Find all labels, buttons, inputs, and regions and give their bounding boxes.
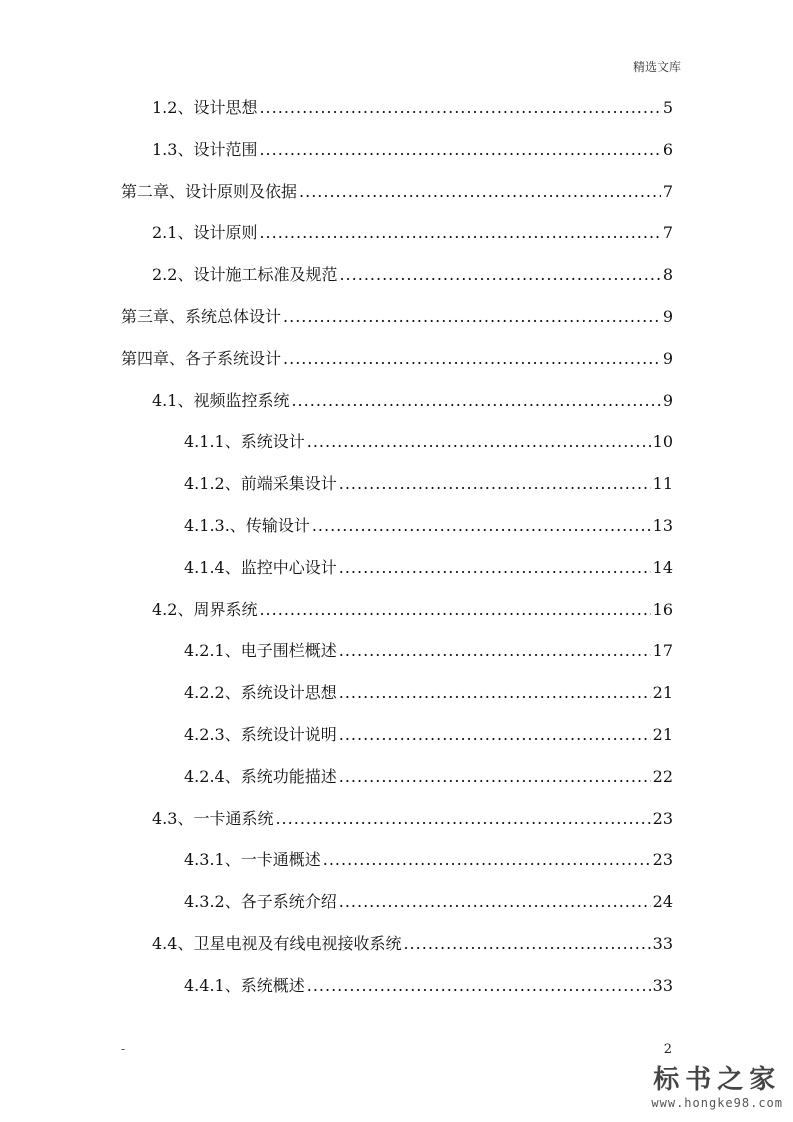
toc-entry-number: 4.3.2、: [184, 892, 241, 911]
toc-entry-number: 4.2、: [152, 600, 194, 619]
toc-entry-number: 第三章、: [121, 307, 186, 326]
toc-entry-page: 23: [652, 809, 673, 828]
toc-entry-number: 4.4.1、: [184, 976, 241, 995]
toc-entry-number: 4.1.4、: [184, 558, 241, 577]
toc-entry-title: 设计原则及依据: [185, 182, 298, 201]
toc-entry-number: 4.1.3.、: [184, 516, 246, 535]
toc-entry-title: 周界系统: [193, 600, 258, 619]
toc-entry-title: 系统设计: [240, 432, 305, 451]
toc-dot-leader: [259, 599, 650, 621]
toc-entry: [184, 640, 673, 662]
toc-entry: [121, 306, 673, 328]
toc-entry-title: 系统设计思想: [240, 683, 337, 702]
toc-entry-title: 一卡通概述: [240, 850, 321, 869]
toc-dot-leader: [283, 306, 661, 328]
page-number: 2: [663, 1042, 672, 1057]
toc-entry: [184, 515, 673, 537]
toc-entry-page: 21: [652, 683, 673, 702]
toc-entry-title: 前端采集设计: [240, 474, 337, 493]
toc-entry-number: 2.1、: [152, 223, 194, 242]
toc-entry: [184, 473, 673, 495]
toc-dot-leader: [339, 264, 660, 286]
toc-entry: [121, 348, 673, 370]
toc-entry: [184, 891, 673, 913]
toc-entry-page: 10: [652, 432, 673, 451]
toc-entry: [121, 181, 673, 203]
toc-entry-page: 17: [652, 641, 673, 660]
watermark-url: www.hongke98.com: [651, 1096, 783, 1110]
toc-entry-title: 卫星电视及有线电视接收系统: [193, 934, 402, 953]
toc-entry: [152, 139, 673, 161]
toc-dot-leader: [339, 724, 651, 746]
toc-entry: [152, 264, 673, 286]
toc-entry: [152, 390, 673, 412]
toc-entry-number: 4.3、: [152, 809, 194, 828]
toc-dot-leader: [299, 181, 661, 203]
toc-entry-page: 8: [662, 265, 673, 284]
toc-entry-page: 22: [652, 767, 673, 786]
toc-entry-number: 2.2、: [152, 265, 194, 284]
page-header: 精选文库: [632, 60, 681, 74]
toc-entry-number: 4.2.2、: [184, 683, 241, 702]
toc-entry-number: 4.3.1、: [184, 850, 241, 869]
toc-entry-number: 4.4、: [152, 934, 194, 953]
toc-entry: [152, 222, 673, 244]
toc-entry-title: 设计思想: [193, 98, 258, 117]
toc-entry-page: 5: [662, 98, 673, 117]
toc-entry-page: 6: [662, 140, 673, 159]
toc-entry-title: 一卡通系统: [193, 809, 274, 828]
toc-entry-page: 7: [662, 182, 673, 201]
toc-dot-leader: [259, 222, 660, 244]
toc-entry-number: 第二章、: [121, 182, 186, 201]
toc-entry-title: 系统设计说明: [240, 725, 337, 744]
toc-entry: [184, 557, 673, 579]
toc-entry: [184, 975, 673, 997]
toc-entry-page: 16: [652, 600, 673, 619]
toc-entry-number: 4.2.3、: [184, 725, 241, 744]
toc-entry-page: 11: [652, 474, 673, 493]
toc-entry-title: 设计范围: [193, 140, 258, 159]
toc-dot-leader: [403, 933, 650, 955]
toc-dot-leader: [307, 431, 651, 453]
toc-entry-title: 电子围栏概述: [240, 641, 337, 660]
toc-entry-number: 1.3、: [152, 140, 194, 159]
toc-dot-leader: [307, 975, 651, 997]
toc-dot-leader: [291, 390, 660, 412]
toc-dot-leader: [339, 640, 651, 662]
toc-entry: [152, 808, 673, 830]
toc-dot-leader: [259, 97, 660, 119]
toc-entry-page: 21: [652, 725, 673, 744]
toc-entry-title: 各子系统介绍: [240, 892, 337, 911]
toc-entry-number: 4.1、: [152, 391, 194, 410]
toc-entry-page: 33: [652, 976, 673, 995]
toc-entry-title: 设计施工标准及规范: [193, 265, 338, 284]
toc-dot-leader: [339, 557, 651, 579]
toc-entry-number: 1.2、: [152, 98, 194, 117]
toc-entry-title: 监控中心设计: [240, 558, 337, 577]
toc-entry-number: 第四章、: [121, 349, 186, 368]
toc-entry-page: 14: [652, 558, 673, 577]
toc-entry-page: 9: [662, 391, 673, 410]
toc-entry-title: 系统概述: [240, 976, 305, 995]
toc-entry: [184, 431, 673, 453]
toc-entry-title: 系统总体设计: [185, 307, 282, 326]
toc-dot-leader: [339, 891, 651, 913]
toc-entry-number: 4.2.1、: [184, 641, 241, 660]
watermark-brand: 标书之家: [653, 1065, 782, 1095]
toc-entry-title: 视频监控系统: [193, 391, 290, 410]
toc-entry-page: 33: [652, 934, 673, 953]
toc-entry: [184, 724, 673, 746]
toc-entry-page: 13: [652, 516, 673, 535]
toc-dot-leader: [312, 515, 651, 537]
toc-entry: [184, 682, 673, 704]
toc-entry-title: 设计原则: [193, 223, 258, 242]
toc-entry: [152, 97, 673, 119]
toc-entry-page: 9: [662, 307, 673, 326]
toc-entry: [184, 849, 673, 871]
toc-dot-leader: [283, 348, 661, 370]
toc-dot-leader: [339, 766, 651, 788]
toc-dot-leader: [259, 139, 660, 161]
toc-entry-page: 23: [652, 850, 673, 869]
toc-entry-title: 系统功能描述: [240, 767, 337, 786]
toc-dot-leader: [323, 849, 651, 871]
toc-entry: [152, 933, 673, 955]
footer-dash: -: [121, 1042, 126, 1056]
toc-entry-number: 4.1.2、: [184, 474, 241, 493]
toc-entry: [152, 599, 673, 621]
toc-dot-leader: [275, 808, 650, 830]
toc-entry-page: 7: [662, 223, 673, 242]
watermark-logo: [651, 1059, 783, 1110]
toc-entry-number: 4.2.4、: [184, 767, 241, 786]
toc-entry-number: 4.1.1、: [184, 432, 241, 451]
toc-entry-page: 9: [662, 349, 673, 368]
toc-entry-title: 各子系统设计: [185, 349, 282, 368]
toc-dot-leader: [339, 682, 651, 704]
toc-entry: [184, 766, 673, 788]
toc-entry-page: 24: [652, 892, 673, 911]
toc-entry-title: 传输设计: [245, 516, 310, 535]
toc-dot-leader: [339, 473, 651, 495]
